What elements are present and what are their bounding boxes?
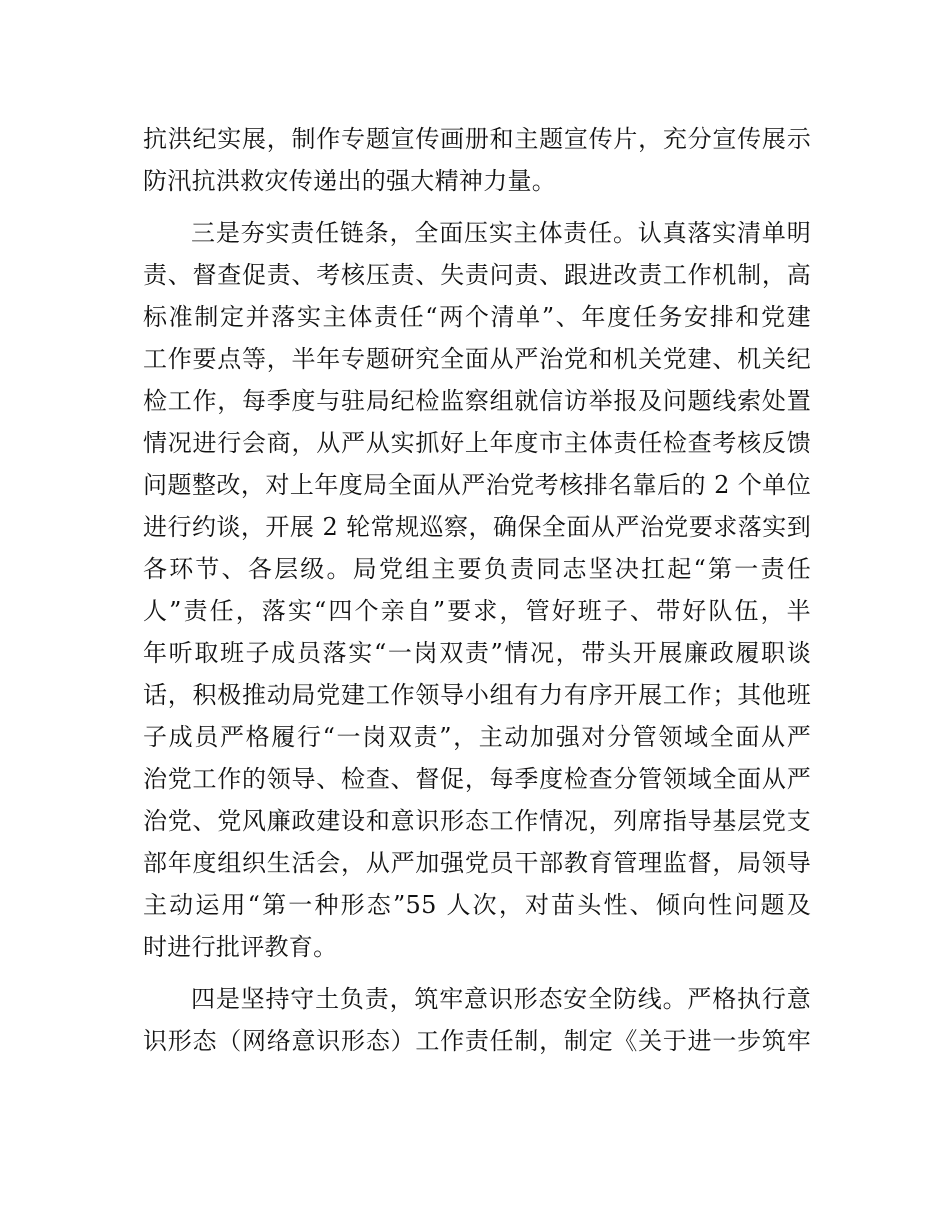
text-line: 工作要点等，半年专题研究全面从严治党和机关党建、机关纪 (143, 345, 811, 373)
text-line: 人”责任，落实“四个亲自”要求，管好班子、带好队伍，半 (143, 597, 811, 625)
text-line: 各环节、各层级。局党组主要负责同志坚决扛起“第一责任 (143, 555, 811, 583)
text-line: 三是夯实责任链条，全面压实主体责任。认真落实清单明 (191, 219, 811, 247)
text-line: 问题整改，对上年度局全面从严治党考核排名靠后的 2 个单位 (143, 471, 811, 499)
document-page (143, 118, 811, 1072)
text-line: 进行约谈，开展 2 轮常规巡察，确保全面从严治党要求落实到 (143, 513, 811, 541)
text-line: 检工作，每季度与驻局纪检监察组就信访举报及问题线索处置 (143, 387, 811, 415)
text-line: 责、督查促责、考核压责、失责问责、跟进改责工作机制，高 (143, 261, 811, 289)
text-line: 话，积极推动局党建工作领导小组有力有序开展工作；其他班 (143, 681, 811, 709)
text-line: 子成员严格履行“一岗双责”，主动加强对分管领域全面从严 (143, 723, 811, 751)
text-line: 防汛抗洪救灾传递出的强大精神力量。 (143, 167, 557, 195)
paragraph-2 (143, 212, 811, 968)
text-line: 情况进行会商，从严从实抓好上年度市主体责任检查考核反馈 (143, 429, 811, 457)
paragraph-3 (143, 978, 811, 1062)
text-line: 标准制定并落实主体责任“两个清单”、年度任务安排和党建 (143, 303, 811, 331)
paragraph-1 (143, 118, 811, 202)
text-line: 抗洪纪实展，制作专题宣传画册和主题宣传片，充分宣传展示 (143, 125, 811, 153)
text-line: 部年度组织生活会，从严加强党员干部教育管理监督，局领导 (143, 849, 811, 877)
text-line: 四是坚持守土负责，筑牢意识形态安全防线。严格执行意 (191, 985, 811, 1013)
text-line: 识形态（网络意识形态）工作责任制，制定《关于进一步筑牢 (143, 1027, 811, 1055)
text-line: 主动运用“第一种形态”55 人次，对苗头性、倾向性问题及 (143, 891, 811, 919)
text-line: 时进行批评教育。 (143, 933, 338, 961)
text-line: 治党、党风廉政建设和意识形态工作情况，列席指导基层党支 (143, 807, 811, 835)
text-line: 治党工作的领导、检查、督促，每季度检查分管领域全面从严 (143, 765, 811, 793)
text-line: 年听取班子成员落实“一岗双责”情况，带头开展廉政履职谈 (143, 639, 811, 667)
